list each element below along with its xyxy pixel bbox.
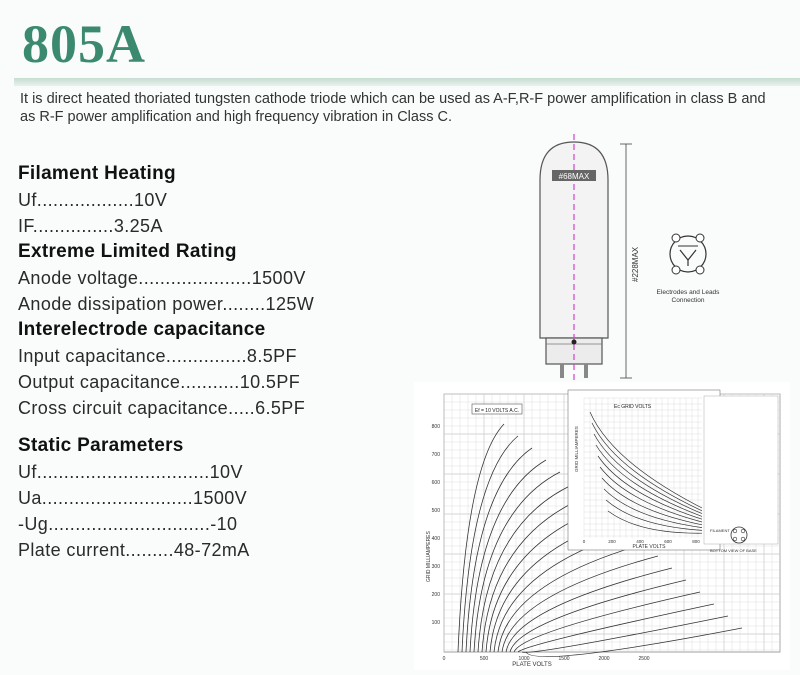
spec-row: Cross circuit capacitance.....6.5PF bbox=[18, 398, 306, 418]
spec-row: Ua............................1500V bbox=[18, 488, 248, 508]
y-tick-label: 100 bbox=[431, 620, 440, 626]
section-heading: Filament Heating bbox=[18, 163, 176, 184]
spec-row: Uf................................10V bbox=[18, 462, 243, 482]
section-heading: Extreme Limited Rating bbox=[18, 241, 237, 262]
inset-x-axis-label: PLATE VOLTS bbox=[632, 544, 666, 550]
title-underline bbox=[14, 78, 800, 86]
top-dimension-label: #68MAX bbox=[558, 172, 590, 181]
x-tick-label: 1500 bbox=[558, 656, 570, 662]
x-tick-label: 2500 bbox=[638, 656, 650, 662]
section-extreme-limited-rating bbox=[18, 239, 418, 317]
spec-row: Uf..................10V bbox=[18, 190, 168, 210]
y-tick-label: 200 bbox=[431, 592, 440, 598]
side-dimension-label: #228MAX bbox=[631, 246, 640, 282]
y-tick-label: 800 bbox=[431, 424, 440, 430]
main-note: Ef = 10 VOLTS A.C. bbox=[474, 408, 520, 414]
side-note-filament: FILAMENT bbox=[710, 528, 730, 533]
section-heading: Interelectrode capacitance bbox=[18, 319, 266, 340]
inset-x-tick-label: 200 bbox=[608, 539, 616, 544]
connection-label-line-2: Connection bbox=[671, 297, 705, 304]
main-y-ticks bbox=[432, 424, 441, 626]
page-title: 805A bbox=[22, 14, 146, 74]
electrode-connection-diagram bbox=[670, 234, 706, 274]
spec-list bbox=[18, 161, 418, 563]
tube-outline-drawing bbox=[508, 132, 748, 382]
tube-description: It is direct heated thoriated tungsten cathode triode which can be used as A-F,R-F power amplification in class B and as R-F power amplification and high frequency vibration in Class C. bbox=[20, 91, 766, 125]
inset-x-tick-label: 800 bbox=[692, 539, 700, 544]
section-static-parameters bbox=[18, 433, 418, 563]
pin-marker bbox=[572, 340, 577, 345]
spec-row: Output capacitance...........10.5PF bbox=[18, 372, 301, 392]
x-tick-label: 0 bbox=[442, 656, 446, 662]
x-tick-label: 1000 bbox=[518, 656, 530, 662]
y-tick-label: 500 bbox=[431, 508, 440, 514]
characteristic-curves-chart bbox=[414, 382, 790, 670]
base-view-panel bbox=[704, 396, 778, 544]
tube-pin bbox=[560, 364, 564, 378]
section-heading: Static Parameters bbox=[18, 435, 184, 456]
spec-row: Input capacitance...............8.5PF bbox=[18, 346, 297, 366]
spec-row: IF...............3.25A bbox=[18, 216, 163, 236]
main-y-axis-label: GRID MILLIAMPERES bbox=[426, 531, 432, 582]
spec-row: Anode voltage.....................1500V bbox=[18, 268, 306, 288]
inset-note: Ec GRID VOLTS bbox=[614, 404, 652, 410]
tube-pin bbox=[584, 364, 588, 378]
spec-row: -Ug..............................-10 bbox=[18, 514, 238, 534]
inset-x-tick-label: 400 bbox=[636, 539, 644, 544]
section-filament-heating bbox=[18, 161, 418, 239]
tube-drawing-svg bbox=[508, 132, 748, 382]
connection-label-line-1: Electrodes and Leads bbox=[656, 289, 720, 296]
section-spacer bbox=[18, 421, 418, 433]
y-tick-label: 400 bbox=[431, 536, 440, 542]
inset-x-tick-label: 0 bbox=[582, 539, 586, 544]
inset-y-axis-label: GRID MILLIAMPERES bbox=[574, 426, 579, 472]
x-tick-label: 500 bbox=[479, 656, 489, 662]
main-x-axis-label: PLATE VOLTS bbox=[512, 662, 552, 668]
spec-row: Plate current.........48-72mA bbox=[18, 540, 250, 560]
y-tick-label: 600 bbox=[431, 480, 440, 486]
curves-svg bbox=[414, 382, 790, 670]
spec-row: Anode dissipation power........125W bbox=[18, 294, 315, 314]
section-interelectrode-capacitance bbox=[18, 317, 418, 421]
y-tick-label: 300 bbox=[431, 564, 440, 570]
side-note-bottom-view: BOTTOM VIEW OF BASE bbox=[710, 548, 757, 553]
inset-x-tick-label: 600 bbox=[664, 539, 672, 544]
x-tick-label: 2000 bbox=[598, 656, 610, 662]
y-tick-label: 700 bbox=[431, 452, 440, 458]
